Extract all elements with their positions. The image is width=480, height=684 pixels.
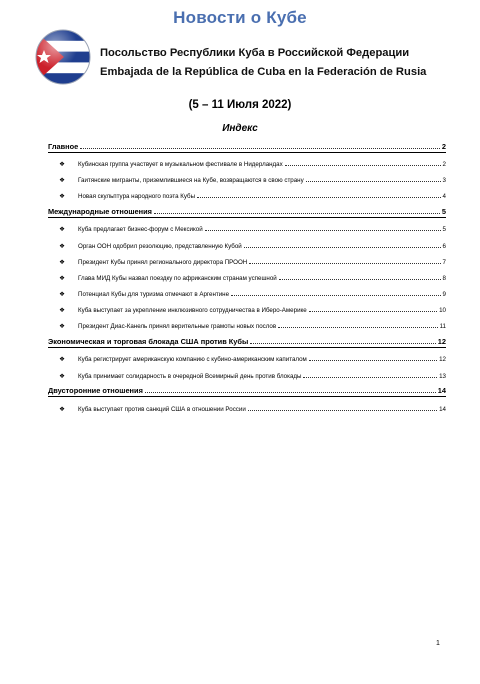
dot-leader bbox=[231, 295, 441, 296]
toc-entry-title: Новая скульптура народного поэта Кубы bbox=[78, 193, 196, 201]
toc-entry[interactable] bbox=[48, 299, 446, 315]
diamond-bullet-icon: ❖ bbox=[59, 193, 65, 201]
toc-entry[interactable] bbox=[48, 397, 446, 413]
toc-entry[interactable] bbox=[48, 153, 446, 169]
toc-entry-title: Глава МИД Кубы назвал поездку по африканским странам успешной bbox=[78, 274, 277, 282]
toc-entry-title: Главное bbox=[48, 141, 79, 151]
toc-entry-title: Орган ООН одобрил резолюцию, представленную Кубой bbox=[78, 242, 242, 250]
toc-page-number: 4 bbox=[442, 193, 446, 201]
toc-entry[interactable] bbox=[48, 218, 446, 234]
toc-entry[interactable] bbox=[48, 169, 446, 185]
toc-entry-title: Потенциал Кубы для туризма отмечают в Аргентине bbox=[78, 291, 230, 299]
toc-entry-title: Кубинская группа участвует в музыкальном фестивале в Нидерландах bbox=[78, 160, 283, 168]
toc-section-heading[interactable] bbox=[48, 331, 446, 348]
toc-entry[interactable] bbox=[48, 283, 446, 299]
cuba-flag-circle-icon bbox=[34, 28, 92, 86]
dot-leader bbox=[285, 165, 441, 166]
embassy-name-spanish: Embajada de la República de Cuba en la Federación de Rusia bbox=[100, 66, 427, 78]
toc-section-heading[interactable] bbox=[48, 136, 446, 153]
diamond-bullet-icon: ❖ bbox=[59, 356, 65, 364]
toc-page-number: 14 bbox=[439, 405, 446, 413]
dot-leader bbox=[306, 181, 441, 182]
dot-leader bbox=[250, 343, 435, 344]
dot-leader bbox=[145, 392, 436, 393]
diamond-bullet-icon: ❖ bbox=[59, 242, 65, 250]
toc-entry-title: Куба выступает за укрепление инклюзивного сотрудничества в Иберо-Америке bbox=[78, 307, 307, 315]
dot-leader bbox=[279, 279, 441, 280]
toc-page-number: 12 bbox=[439, 356, 446, 364]
embassy-name-russian: Посольство Республики Куба в Российской Федерации bbox=[100, 47, 410, 59]
toc-entry-title: Двусторонние отношения bbox=[48, 386, 143, 396]
diamond-bullet-icon: ❖ bbox=[59, 160, 65, 168]
dot-leader bbox=[244, 247, 441, 248]
toc-entry-title: Куба регистрирует американскую компанию с кубино-американским капиталом bbox=[78, 356, 307, 364]
toc-page-number: 13 bbox=[439, 372, 446, 380]
dot-leader bbox=[303, 377, 437, 378]
toc-entry[interactable] bbox=[48, 251, 446, 267]
toc-page-number: 11 bbox=[439, 323, 446, 331]
toc-entry-title: Куба принимает солидарность в очередной Всемирный день против блокады bbox=[78, 372, 302, 380]
toc-entry-title: Международные отношения bbox=[48, 207, 152, 217]
toc-entry-title: Гаитянские мигранты, приземлившиеся на Кубе, возвращаются в свою страну bbox=[78, 177, 304, 185]
diamond-bullet-icon: ❖ bbox=[59, 291, 65, 299]
toc-entry-title: Экономическая и торговая блокада США против Кубы bbox=[48, 337, 249, 347]
toc-entry-title: Президент Диас-Канель принял верительные грамоты новых послов bbox=[78, 323, 277, 331]
toc-page-number: 14 bbox=[437, 386, 446, 396]
diamond-bullet-icon: ❖ bbox=[59, 274, 65, 282]
toc-entry-title: Президент Кубы принял регионального директора ПРООН bbox=[78, 258, 248, 266]
dot-leader bbox=[154, 213, 440, 214]
diamond-bullet-icon: ❖ bbox=[59, 307, 65, 315]
dot-leader bbox=[197, 197, 441, 198]
toc-page-number: 7 bbox=[442, 258, 446, 266]
dot-leader bbox=[278, 327, 437, 328]
toc-page-number: 12 bbox=[437, 337, 446, 347]
dot-leader bbox=[309, 311, 437, 312]
diamond-bullet-icon: ❖ bbox=[59, 258, 65, 266]
toc-page-number: 5 bbox=[441, 207, 446, 217]
diamond-bullet-icon: ❖ bbox=[59, 226, 65, 234]
toc-entry-title: Куба предлагает бизнес-форум с Мексикой bbox=[78, 226, 203, 234]
toc-entry[interactable] bbox=[48, 348, 446, 364]
toc-entry-title: Куба выступает против санкций США в отношении России bbox=[78, 405, 246, 413]
toc-page-number: 3 bbox=[442, 177, 446, 185]
dot-leader bbox=[249, 263, 440, 264]
toc-section-heading[interactable] bbox=[48, 381, 446, 398]
toc-page-number: 10 bbox=[439, 307, 446, 315]
toc-entry[interactable] bbox=[48, 185, 446, 201]
toc-page-number: 2 bbox=[441, 141, 446, 151]
index-heading: Индекс bbox=[222, 123, 258, 134]
toc-page-number: 5 bbox=[442, 226, 446, 234]
toc-entry[interactable] bbox=[48, 315, 446, 331]
diamond-bullet-icon: ❖ bbox=[59, 372, 65, 380]
table-of-contents bbox=[48, 136, 446, 414]
dot-leader bbox=[80, 148, 440, 149]
dot-leader bbox=[309, 360, 437, 361]
diamond-bullet-icon: ❖ bbox=[59, 177, 65, 185]
dot-leader bbox=[205, 230, 441, 231]
toc-entry[interactable] bbox=[48, 364, 446, 380]
toc-page-number: 2 bbox=[442, 160, 446, 168]
toc-entry[interactable] bbox=[48, 234, 446, 250]
dot-leader bbox=[248, 410, 437, 411]
document-header bbox=[0, 0, 480, 90]
diamond-bullet-icon: ❖ bbox=[59, 323, 65, 331]
diamond-bullet-icon: ❖ bbox=[59, 405, 65, 413]
page-number: 1 bbox=[436, 640, 440, 647]
toc-section-heading[interactable] bbox=[48, 201, 446, 218]
toc-entry[interactable] bbox=[48, 267, 446, 283]
toc-page-number: 6 bbox=[442, 242, 446, 250]
newsletter-title: Новости о Кубе bbox=[173, 8, 307, 27]
date-range: (5 – 11 Июля 2022) bbox=[188, 99, 292, 111]
toc-page-number: 9 bbox=[442, 291, 446, 299]
toc-page-number: 8 bbox=[442, 274, 446, 282]
